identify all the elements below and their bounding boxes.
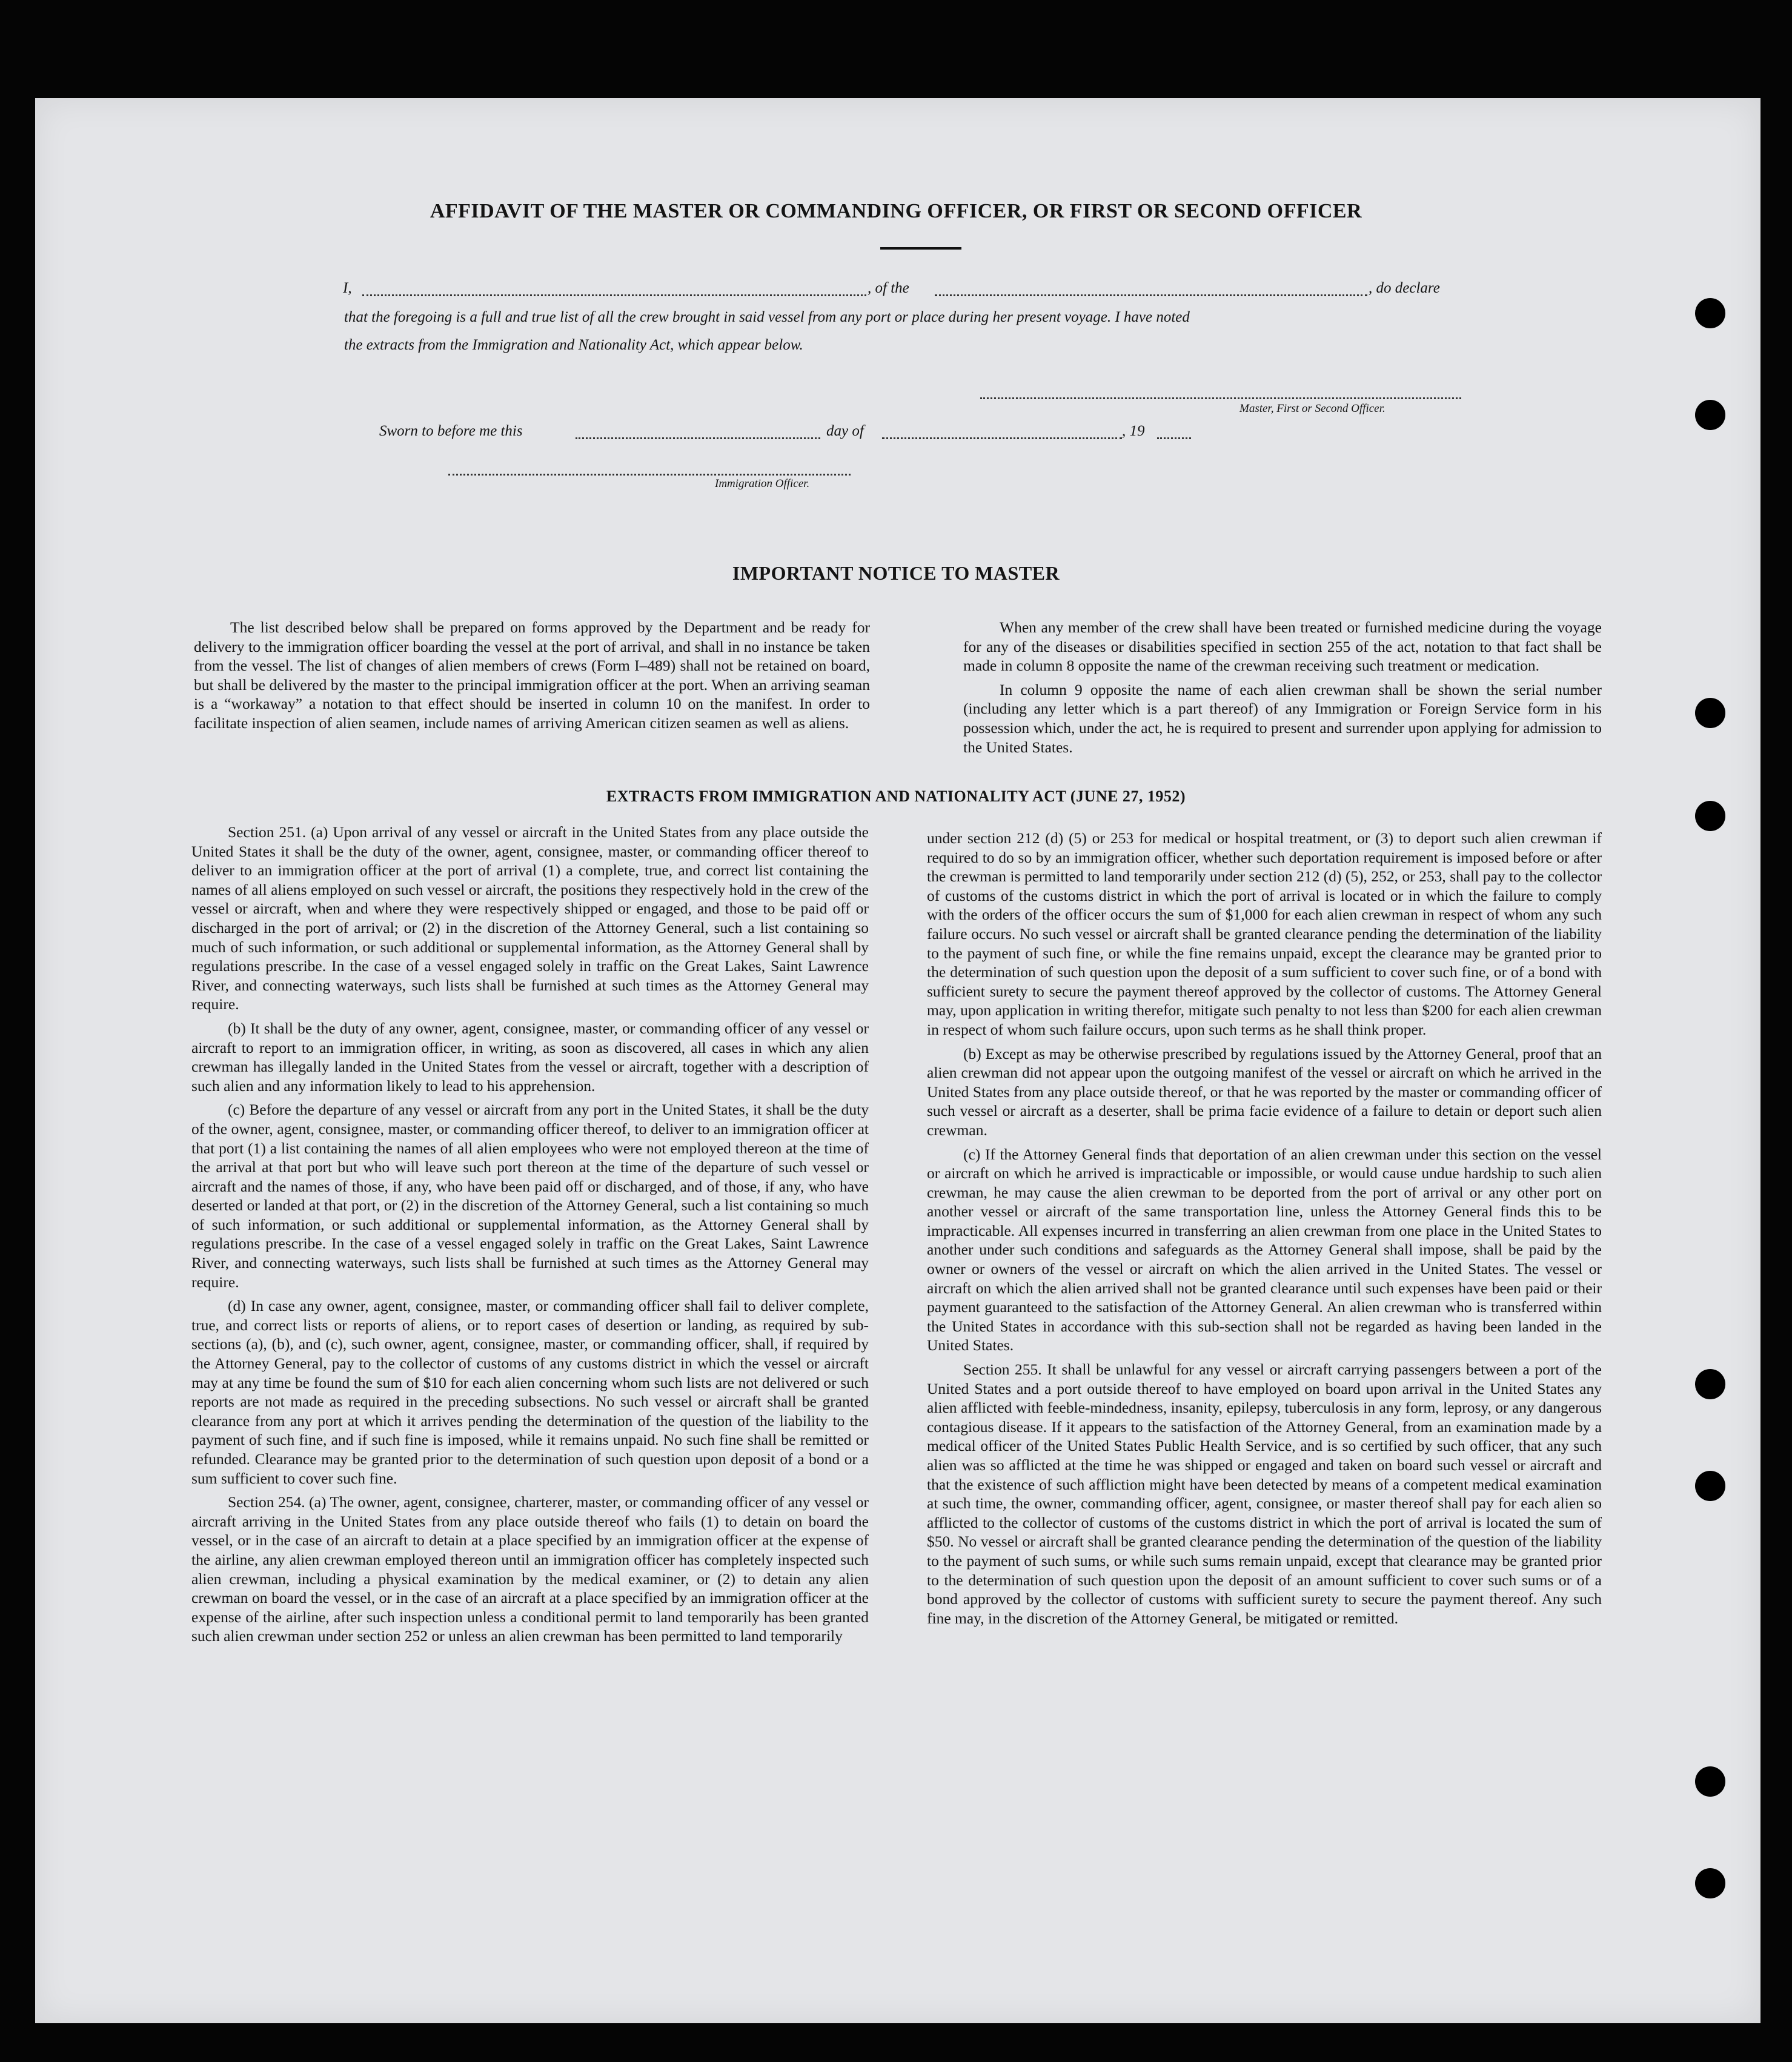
- section-254-b: (b) Except as may be otherwise prescribed by regulations issued by the Attorney General, proof that an alien crewman did not appear upon the outgoing manifest of the vessel or aircraft on which he arrived in the United States from any place outside thereof, or that he was reported by the master or commanding officer of such vessel or aircraft as a deserter, shall be prima facie evidence of a failure to detain or deport such alien crewman.: [927, 1044, 1602, 1139]
- sworn-day-blank[interactable]: [576, 437, 820, 439]
- notice-left-paragraph: The list described below shall be prepared on forms approved by the Department and be ready for delivery to the immigration officer boarding the vessel at the port of arrival, and shall in no instance be taken from the vessel. The list of changes of alien members of crews (Form I–489) shall not be retained on board, but shall be delivered by the master to the principal immigration officer at the port. When an arriving seaman is a “workaway” a notation to that effect should be inserted in column 10 on the manifest. In order to facilitate inspection of alien seamen, include names of arriving American citizen seamen as well as aliens.: [194, 618, 870, 732]
- binder-hole: [1695, 1766, 1725, 1797]
- extracts-title: EXTRACTS FROM IMMIGRATION AND NATIONALITY ACT (JUNE 27, 1952): [606, 787, 1186, 805]
- title-rule: [880, 247, 961, 250]
- notice-title: IMPORTANT NOTICE TO MASTER: [732, 562, 1060, 584]
- affidavit-do-declare-label: , do declare: [1369, 280, 1440, 296]
- section-251-b: (b) It shall be the duty of any owner, agent, consignee, master, or commanding officer of any vessel or aircraft to report to an immigration officer, in writing, as soon as discovered, all cases in which any alien crewman has illegally landed in the United States from the vessel or aircraft, together with a description of such alien and any information likely to lead to his apprehension.: [191, 1019, 869, 1095]
- day-of-label: day of: [826, 423, 864, 439]
- year-label: , 19: [1122, 423, 1145, 439]
- binder-hole: [1695, 298, 1725, 328]
- extracts-left-column: [191, 823, 869, 1651]
- notice-right-paragraph-2: In column 9 opposite the name of each alien crewman shall be shown the serial number (including any letter which is a part thereof) of any Immigration or Foreign Service form in his possession which, under the act, he is required to present and surrender upon applying for admission to the United States.: [963, 680, 1602, 756]
- binder-hole: [1695, 698, 1725, 728]
- section-255: Section 255. It shall be unlawful for any vessel or aircraft carrying passengers between a port of the United States and a port outside thereof to have employed on board upon arrival in the United States any alien afflicted with feeble-mindedness, insanity, epilepsy, tuberculosis in any form, leprosy, or any dangerous contagious disease. If it appears to the satisfaction of the Attorney General, from an examination made by a medical officer of the United States Public Health Service, and is so certified by such officer, that any such alien was so afflicted at the time he was shipped or engaged and taken on board such vessel or aircraft and that the existence of such affliction might have been detected by means of a competent medical examination at such time, the owner, commanding officer, agent, consignee, or master thereof shall pay for each alien so afflicted to the collector of customs of the customs district in which the port of arrival is located the sum of $50. No vessel or aircraft shall be granted clearance pending the determination of the question of the liability to the payment of such sums, or while such sums remain unpaid, except that clearance may be granted prior to the determination of such question upon the deposit of an amount sufficient to cover such sums or of a bond approved by the collector of customs with sufficient surety to secure the payment thereof. Any such fine may, in the discretion of the Attorney General, be mitigated or remitted.: [927, 1361, 1602, 1627]
- vessel-name-blank[interactable]: [935, 294, 1367, 296]
- affidavit-of-the-label: , of the: [868, 280, 909, 296]
- notice-right-paragraph-1: When any member of the crew shall have been treated or furnished medicine during the voyage for any of the diseases or disabilities specified in section 255 of the act, notation to that fact shall be made in column 8 opposite the name of the crewman receiving such treatment or medication.: [963, 618, 1602, 675]
- binder-hole: [1695, 400, 1725, 430]
- section-251-c: (c) Before the departure of any vessel or aircraft from any port in the United States, it shall be the duty of the owner, agent, consignee, master, or commanding officer thereof, to deliver to an immigration officer at that port (1) a list containing the names of all alien employees who were not employed thereon at the time of the arrival at that port but who will leave such port thereon at the time of the departure of such vessel or aircraft and the names of those, if any, who have been paid off or discharged, and of those, if any, who have deserted or landed at that port, or (2) in the discretion of the Attorney General, such a list containing so much of such information, or such additional or supplemental information, as the Attorney General shall by regulations prescribe. In the case of a vessel engaged solely in traffic on the Great Lakes, Saint Lawrence River, and connecting waterways, such lists shall be furnished at such times as the Attorney General may require.: [191, 1101, 869, 1291]
- affidavit-line-3: the extracts from the Immigration and Nationality Act, which appear below.: [344, 337, 803, 353]
- extracts-right-column: [927, 829, 1602, 1633]
- binder-hole: [1695, 1369, 1725, 1399]
- binder-hole: [1695, 1471, 1725, 1501]
- section-251-d: (d) In case any owner, agent, consignee, master, or commanding officer shall fail to deliver complete, true, and correct lists or reports of aliens, or to report cases of desertion or landing, as required by sub-sections (a), (b), and (c), such owner, agent, consignee, master, or commanding officer, shall, if required by the Attorney General, pay to the collector of customs of any customs district in which the vessel or aircraft may at any time be found the sum of $10 for each alien concerning whom such lists are not delivered or such reports are not made as required in the preceding subsections. No such vessel or aircraft shall be granted clearance from any port at which it arrives pending the determination of the question of the liability to the payment of such fine, and if such fine is imposed, while it remains unpaid. No such fine shall be remitted or refunded. Clearance may be granted prior to the determination of such question upon deposit of a bond or a sum sufficient to cover such fine.: [191, 1297, 869, 1487]
- master-signature-line[interactable]: [980, 397, 1461, 399]
- affidavit-line-2: that the foregoing is a full and true list of all the crew brought in said vessel from any port or place during her present voyage. I have noted: [344, 309, 1190, 325]
- sworn-year-blank[interactable]: [1157, 437, 1191, 439]
- section-254-a: Section 254. (a) The owner, agent, consignee, charterer, master, or commanding officer of any vessel or aircraft arriving in the United States from any place outside thereof who fails (1) to detain on board the vessel, or in the case of an aircraft to detain at a place specified by an immigration officer at the expense of the airline, any alien crewman employed thereon until an immigration officer has completely inspected such alien crewman, including a physical examination by the medical examiner, or (2) to detain any alien crewman on board the vessel, or in the case of an aircraft at a place specified by an immigration officer at the expense of the airline, after such inspection unless a conditional permit to land temporarily has been granted such alien crewman under section 252 or unless an alien crewman has been permitted to land temporarily: [191, 1493, 869, 1645]
- master-caption: Master, First or Second Officer.: [1239, 402, 1385, 415]
- notice-left-column: [194, 618, 870, 738]
- binder-hole: [1695, 1868, 1725, 1898]
- section-254-a-continued: under section 212 (d) (5) or 253 for medical or hospital treatment, or (3) to deport such alien crewman if required to do so by an immigration officer, whether such deportation requirement is imposed before or after the crewman is permitted to land temporarily under section 212 (d) (5), 252, or 253, shall pay to the collector of customs of the customs district in which the port of arrival is located or in which the failure to comply with the orders of the officer occurs the sum of $1,000 for each alien crewman in respect of whom any such failure occurs. No such vessel or aircraft shall be granted clearance pending the determination of the liability to the payment of such fine, or while the fine remains unpaid, except the clearance may be granted prior to the determination of such question upon the deposit of a sum sufficient to cover such fine, or of a bond with sufficient surety to secure the payment thereof approved by the collector of customs. The Attorney General may, upon application in writing therefor, mitigate such penalty to not less than $200 for each alien crewman in respect of whom such failure occurs, upon such terms as he shall think proper.: [927, 829, 1602, 1038]
- sworn-label: Sworn to before me this: [379, 423, 523, 439]
- declarant-name-blank[interactable]: [362, 294, 866, 296]
- section-251-a: Section 251. (a) Upon arrival of any vessel or aircraft in the United States from any place outside the United States it shall be the duty of the owner, agent, consignee, master, or commanding officer thereof to deliver to an immigration officer at the port of arrival (1) a complete, true, and correct list containing the names of all aliens employed on such vessel or aircraft, the positions they respectively hold in the crew of the vessel or aircraft, when and where they were respectively shipped or engaged, and those to be paid off or discharged in the port of arrival; or (2) in the discretion of the Attorney General, such a list containing so much of such information, or such additional or supplemental information, as the Attorney General shall by regulations prescribe. In the case of a vessel engaged solely in traffic on the Great Lakes, Saint Lawrence River, and connecting waterways, such lists shall be furnished at such times as the Attorney General may require.: [191, 823, 869, 1013]
- immigration-officer-caption: Immigration Officer.: [715, 477, 810, 490]
- immigration-officer-signature-line[interactable]: [448, 474, 851, 476]
- affidavit-title: AFFIDAVIT OF THE MASTER OR COMMANDING OFFICER, OR FIRST OR SECOND OFFICER: [430, 200, 1362, 222]
- notice-right-column: [963, 618, 1602, 761]
- sworn-month-blank[interactable]: [882, 437, 1122, 439]
- section-254-c: (c) If the Attorney General finds that deportation of an alien crewman under this section on the vessel or aircraft on which he arrived is impracticable or impossible, or would cause undue hardship to such alien crewman, he may cause the alien crewman to be deported from the port of arrival or any other port on another vessel or aircraft of the same transportation line, unless the Attorney General finds this to be impracticable. All expenses incurred in transferring an alien crewman from one place in the United States to another under such conditions and safeguards as the Attorney General shall impose, shall be paid by the owner or owners of the vessel or aircraft on which the alien arrived in the United States. The vessel or aircraft on which the alien arrived shall not be granted clearance until such expenses have been paid or their payment guaranteed to the satisfaction of the Attorney General. An alien crewman who is transferred within the United States in accordance with this sub-section shall not be regarded as having been landed in the United States.: [927, 1145, 1602, 1354]
- affidavit-i-label: I,: [343, 280, 352, 296]
